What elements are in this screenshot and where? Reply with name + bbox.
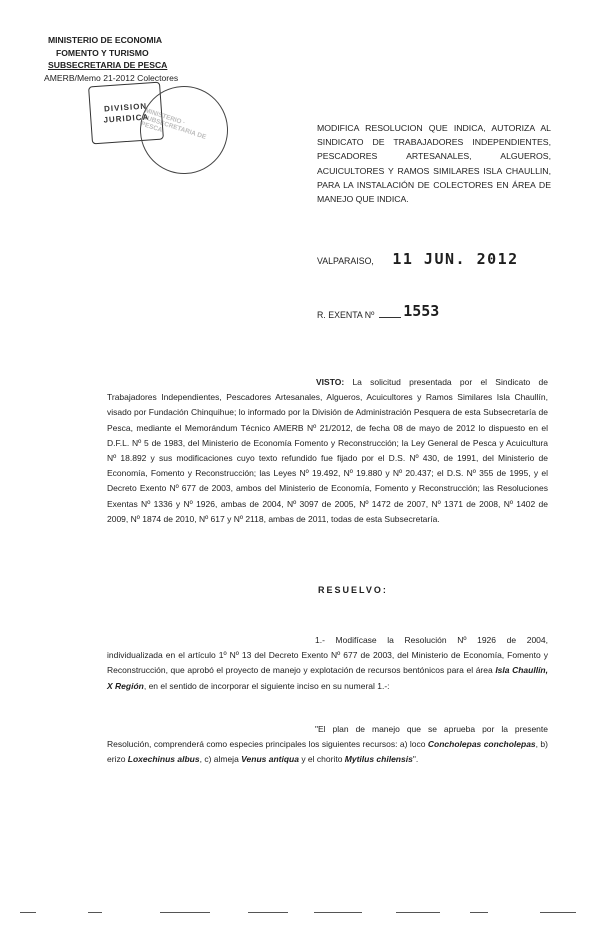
letterhead-ministry: MINISTERIO DE ECONOMIA bbox=[48, 35, 163, 45]
subject-line-2: SINDICATO DE TRABAJADORES INDEPENDIENTES, bbox=[317, 137, 551, 148]
date-line bbox=[317, 250, 519, 269]
article-1-text-b: , en el sentido de incorporar el siguiente inciso en su numeral 1.-: bbox=[143, 680, 390, 691]
footer-rule-8 bbox=[540, 912, 576, 913]
resolution-blank bbox=[379, 317, 401, 318]
article-1-text-a: 1.- Modifícase la Resolución Nº 1926 de 2004, individualizada en el artículo 1º Nº 13 del Decreto Exento Nº 677 de 2003, del Ministerio de Economía, Fomento y Reconstrucción, que aprobó el proyecto de manejo y explotación de recursos bentónicos para el área bbox=[107, 635, 548, 676]
inserted-clause-paragraph bbox=[107, 722, 548, 768]
footer-rule-3 bbox=[160, 912, 210, 913]
visto-paragraph bbox=[107, 375, 548, 527]
species-1: Concholepas concholepas bbox=[427, 739, 536, 750]
inciso-text-c: , c) almeja bbox=[199, 754, 242, 765]
stamp-line-2: JURIDICA bbox=[103, 112, 150, 125]
footer-rule-5 bbox=[314, 912, 362, 913]
letterhead-reference: AMERB/Memo 21-2012 Colectores bbox=[44, 72, 179, 83]
resuelvo-heading: RESUELVO: bbox=[318, 585, 388, 595]
footer-rule-6 bbox=[396, 912, 440, 913]
species-2: Loxechinus albus bbox=[127, 754, 200, 765]
inciso-text-e: ". bbox=[412, 754, 419, 765]
subject-line-5: PARA LA INSTALACIÓN DE COLECTORES EN ÁREA DE bbox=[317, 179, 551, 190]
subject-line-4: ACUICULTORES Y RAMOS SIMILARES ISLA CHAULLIN, bbox=[317, 165, 551, 176]
footer-rule-4 bbox=[248, 912, 288, 913]
footer-rule-7 bbox=[470, 912, 488, 913]
footer-rule-1 bbox=[20, 912, 36, 913]
article-1-paragraph bbox=[107, 633, 548, 694]
visto-text: La solicitud presentada por el Sindicato de Trabajadores Independientes, Pescadores Artesanales, Algueros, Acuicultores y Ramos Similares Isla Chaullín, visado por Fundación Chinquihue; lo informado por la División de Administración Pesquera de esta Subsecretaría de Pesca, mediante el Memorándum Técnico AMERB Nº 21/2012, de fecha 08 de mayo de 2012 lo dispuesto en el D.F.L. Nº 5 de 1983, del Ministerio de Economía Fomento y Reconstrucción; la Ley General de Pesca y Acuicultura Nº 18.892 y sus modificaciones cuyo texto refundido fue fijado por el D.S. Nº 430, de 1991, del Ministerio de Economía, Fomento y Reconstrucción; las Leyes Nº 19.492, Nº 19.880 y Nº 20.437; el D.S. Nº 355 de 1995, y el Decreto Exento Nº 677 de 2003, ambos del Ministerio de Economía, Fomento y Reconstrucción; las Resoluciones Exentas Nº 1336 y Nº 1926, ambas de 2004, Nº 3097 de 2005, Nº 1472 de 2007, Nº 1371 de 2008, Nº 1402 de 2009, Nº 1874 de 2010, Nº 617 y Nº 2118, ambas de 2011, todas de esta Subsecretaría. bbox=[107, 377, 548, 524]
subject-line-1: MODIFICA RESOLUCION QUE INDICA, AUTORIZA AL bbox=[317, 123, 551, 133]
species-3: Venus antiqua bbox=[241, 754, 299, 765]
resolution-number: 1553 bbox=[403, 302, 440, 320]
letterhead-subsecretaria: SUBSECRETARIA DE PESCA bbox=[48, 60, 168, 71]
article-1-area: Isla Chaullín, X Región bbox=[107, 665, 548, 691]
species-4: Mytilus chilensis bbox=[344, 754, 413, 765]
letterhead-sector: FOMENTO Y TURISMO bbox=[56, 47, 149, 58]
stamp-line-1: DIVISION bbox=[103, 101, 148, 114]
visto-heading: VISTO: bbox=[316, 377, 345, 387]
inciso-text-d: y el chorito bbox=[298, 754, 345, 765]
seal-ring-text: MINISTERIO · SUBSECRETARIA DE PESCA bbox=[139, 106, 208, 141]
place-label: VALPARAISO, bbox=[317, 256, 374, 266]
document-subject bbox=[317, 121, 551, 206]
resolution-line bbox=[317, 302, 439, 320]
date-stamp: 11 JUN. 2012 bbox=[392, 250, 519, 268]
subject-line-3: PESCADORES ARTESANALES, ALGUEROS, bbox=[317, 151, 551, 162]
resolution-label: R. EXENTA Nº bbox=[317, 310, 375, 320]
letterhead bbox=[44, 34, 179, 84]
footer-rule-2 bbox=[88, 912, 102, 913]
inciso-text-a: "El plan de manejo que se aprueba por la presente Resolución, comprenderá como especies principales los siguientes recursos: a) loco bbox=[107, 724, 548, 750]
inciso-text-b: , b) erizo bbox=[107, 739, 548, 765]
subject-line-6: MANEJO QUE INDICA. bbox=[317, 194, 409, 205]
